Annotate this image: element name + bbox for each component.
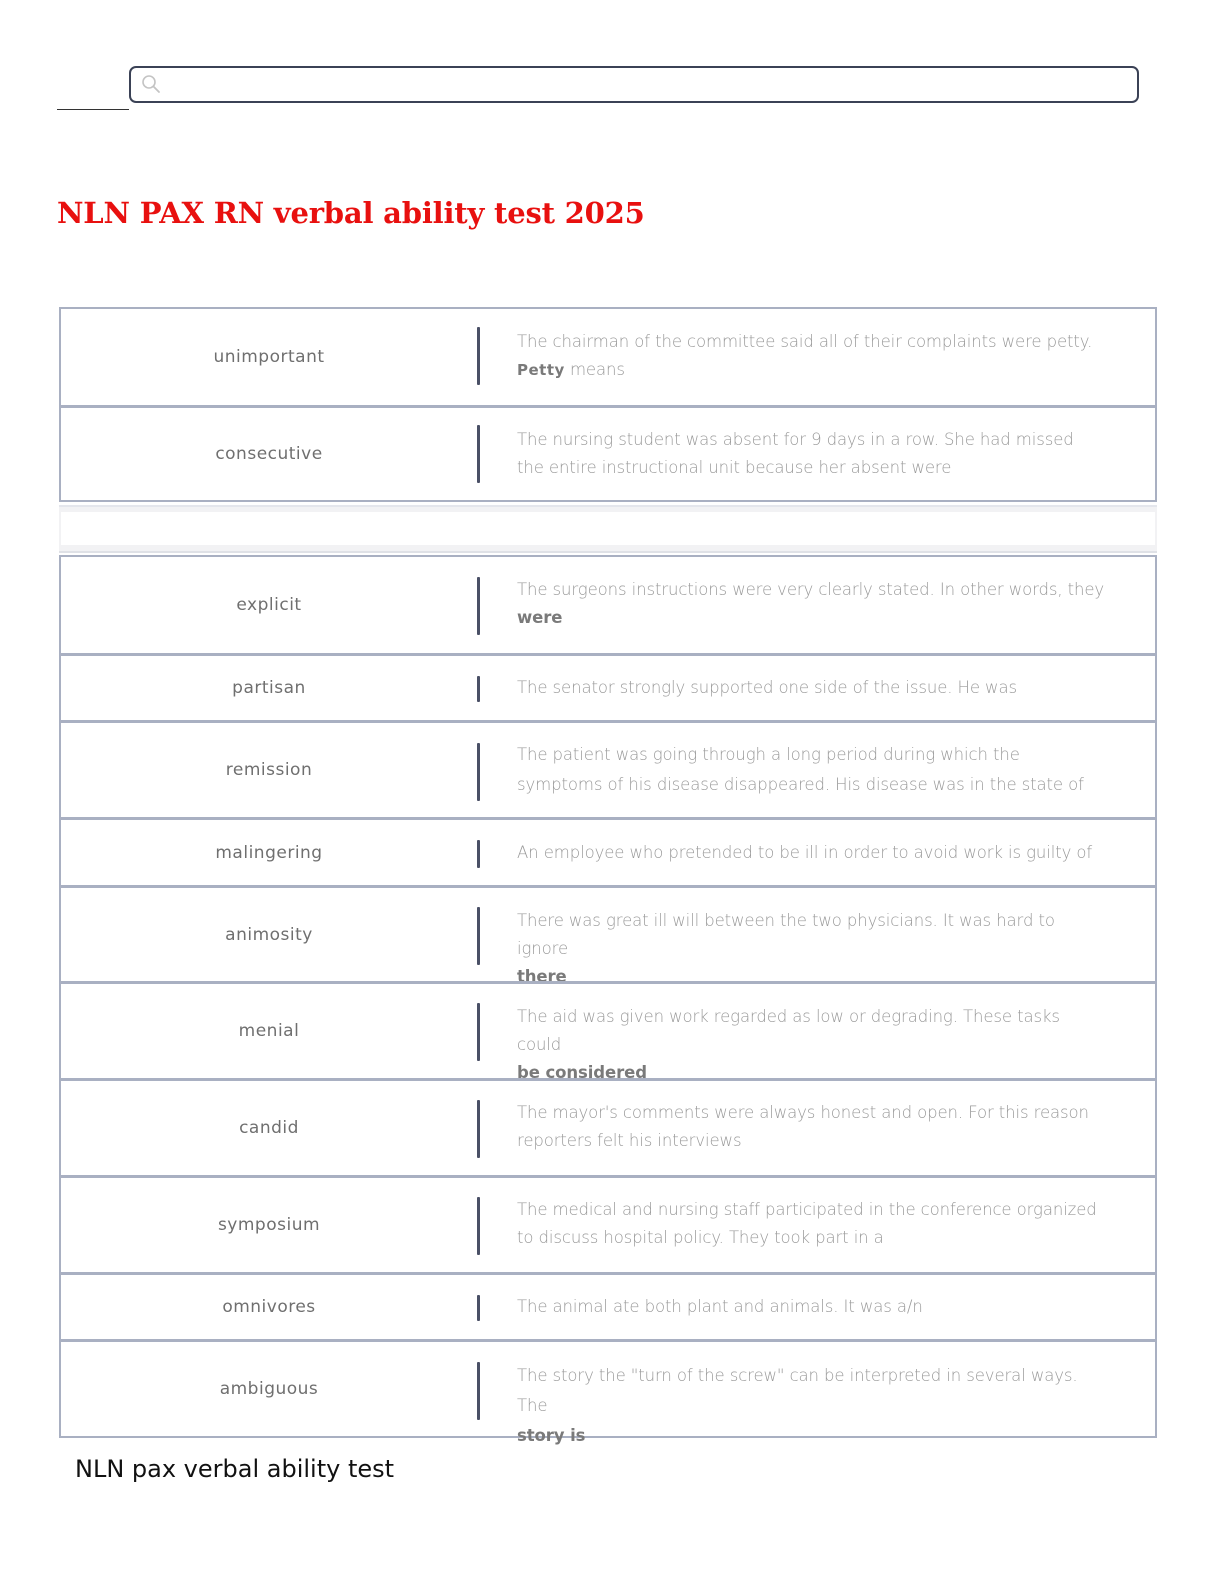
table-row[interactable] [61, 817, 1155, 885]
table-row[interactable] [61, 1175, 1155, 1272]
definition: The medical and nursing staff participated in the conference organized to discuss hospital policy. They took part in a [517, 1200, 1097, 1247]
section-gap [59, 505, 1157, 553]
definition: The animal ate both plant and animals. It was a/n [517, 1297, 923, 1316]
term: unimportant [213, 347, 325, 367]
search-underline [57, 109, 129, 110]
table-row[interactable] [61, 557, 1155, 653]
row-divider [477, 1197, 480, 1255]
definition-text: The chairman of the committee said all of their complaints were petty. [517, 332, 1093, 351]
definition-tail: Petty [517, 361, 565, 379]
row-divider [477, 577, 480, 635]
row-divider [477, 907, 480, 965]
definition [517, 907, 1105, 991]
row-divider [477, 1100, 480, 1158]
term: malingering [215, 842, 323, 863]
term: candid [239, 1118, 299, 1138]
definition-text: The aid was given work regarded as low or degrading. These tasks could [517, 1007, 1060, 1054]
row-divider [477, 676, 480, 702]
card-group-2 [59, 555, 1157, 1445]
footer-title: NLN pax verbal ability test [75, 1455, 395, 1483]
definition [517, 1361, 1105, 1451]
definition [517, 576, 1105, 632]
row-divider [477, 327, 480, 385]
definition-tail: be considered [517, 1063, 647, 1082]
table-row[interactable] [61, 405, 1155, 500]
table-row[interactable] [61, 981, 1155, 1082]
row-divider [477, 840, 480, 868]
table-row[interactable] [61, 1078, 1155, 1175]
search-icon [141, 74, 161, 94]
search-box[interactable] [129, 66, 1139, 103]
row-divider [477, 1003, 480, 1061]
definition-tail: story is [517, 1426, 586, 1445]
term: menial [238, 1021, 300, 1041]
term: remission [225, 760, 313, 780]
table-row[interactable] [61, 1339, 1155, 1445]
term: omnivores [222, 1297, 316, 1317]
search-input[interactable] [171, 72, 1127, 99]
definition: The mayor's comments were always honest and open. For this reason reporters felt his interviews [517, 1103, 1089, 1150]
table-row[interactable] [61, 885, 1155, 986]
definition: The senator strongly supported one side of the issue. He was [517, 678, 1017, 697]
definition: An employee who pretended to be ill in order to avoid work is guilty of [517, 843, 1093, 862]
definition-tail: there [517, 967, 567, 986]
definition-after: means [564, 360, 625, 379]
table-row[interactable] [61, 720, 1155, 817]
term: symposium [217, 1215, 321, 1235]
definition [517, 328, 1105, 384]
term: consecutive [215, 444, 323, 464]
page-title: NLN PAX RN verbal ability test 2025 [57, 196, 645, 230]
definition: The patient was going through a long period during which the symptoms of his disease disappeared. His disease was in the state of [517, 745, 1084, 794]
table-row[interactable] [61, 653, 1155, 720]
table-row[interactable] [61, 1272, 1155, 1339]
term: ambiguous [219, 1379, 319, 1399]
definition-text: The surgeons instructions were very clearly stated. In other words, they [517, 580, 1105, 599]
card-group-1 [59, 307, 1157, 502]
row-divider [477, 1295, 480, 1321]
row-divider [477, 425, 480, 483]
term: explicit [236, 595, 302, 615]
definition [517, 1003, 1105, 1087]
row-divider [477, 743, 480, 801]
term: partisan [232, 678, 306, 698]
definition-tail: were [517, 608, 563, 627]
definition: The nursing student was absent for 9 days in a row. She had missed the entire instructional unit because her absent were [517, 430, 1074, 477]
definition-text: The story the "turn of the screw" can be interpreted in several ways. The [517, 1366, 1078, 1415]
term: animosity [225, 924, 313, 945]
definition-text: There was great ill will between the two physicians. It was hard to ignore [517, 911, 1055, 958]
row-divider [477, 1362, 480, 1420]
table-row[interactable] [61, 309, 1155, 405]
